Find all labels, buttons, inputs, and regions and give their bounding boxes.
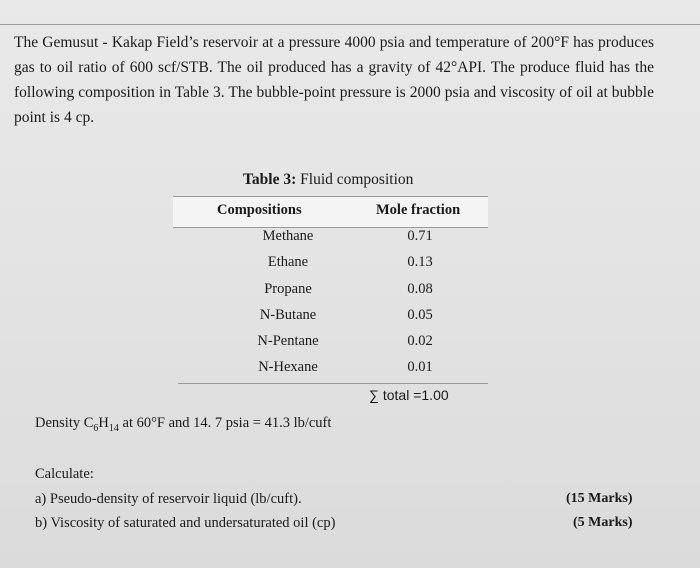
fraction-cell: 0.01 [407, 359, 433, 375]
table-header-row [173, 196, 488, 228]
top-divider [0, 24, 700, 25]
header-compositions: Compositions [217, 202, 302, 218]
density-note [35, 415, 331, 434]
fraction-cell: 0.05 [407, 307, 433, 323]
table-bottom-rule [178, 383, 488, 384]
table-caption-prefix: Table 3: [243, 171, 297, 188]
table-caption-text: Fluid composition [296, 171, 414, 188]
table-row [173, 228, 488, 254]
question-b-marks: (5 Marks) [573, 515, 633, 530]
fraction-cell: 0.08 [407, 281, 433, 297]
question-b: b) Viscosity of saturated and undersaturated oil (cp) [35, 515, 336, 531]
density-prefix: Density C [35, 415, 94, 431]
table-row [173, 254, 488, 280]
header-mole-fraction: Mole fraction [376, 202, 461, 218]
fraction-cell: 0.71 [407, 228, 433, 244]
component-cell: N-Hexane [258, 359, 318, 375]
density-mid: H [98, 415, 109, 431]
density-suffix: at 60°F and 14. 7 psia = 41.3 lb/cuft [118, 415, 332, 431]
density-sub-hydrogen: 14 [108, 422, 119, 434]
table-row [173, 359, 488, 385]
question-a: a) Pseudo-density of reservoir liquid (lb/cuft). [35, 491, 302, 507]
question-a-marks: (15 Marks) [566, 491, 633, 506]
total-label: ∑ total =1.00 [369, 387, 449, 403]
problem-statement: The Gemusut - Kakap Field’s reservoir at a pressure 4000 psia and temperature of 200°F has produces gas to oil ratio of 600 scf/STB. The oil produced has a gravity of 42°API. The produce fluid has the following composition in Table 3. The bubble-point pressure is 2000 psia and viscosity of oil at bubble point is 4 cp. [14, 34, 654, 126]
table-caption [243, 171, 413, 189]
table-row [173, 333, 488, 359]
component-cell: N-Butane [259, 307, 317, 323]
calculate-heading: Calculate: [35, 466, 94, 482]
component-cell: Propane [264, 281, 312, 297]
component-cell: Ethane [267, 254, 309, 270]
density-sub-carbon: 6 [93, 422, 99, 434]
table-row [173, 307, 488, 333]
component-cell: Methane [262, 228, 314, 244]
fraction-cell: 0.13 [407, 254, 433, 270]
fraction-cell: 0.02 [407, 333, 433, 349]
table-row [173, 281, 488, 307]
component-cell: N-Pentane [257, 333, 319, 349]
